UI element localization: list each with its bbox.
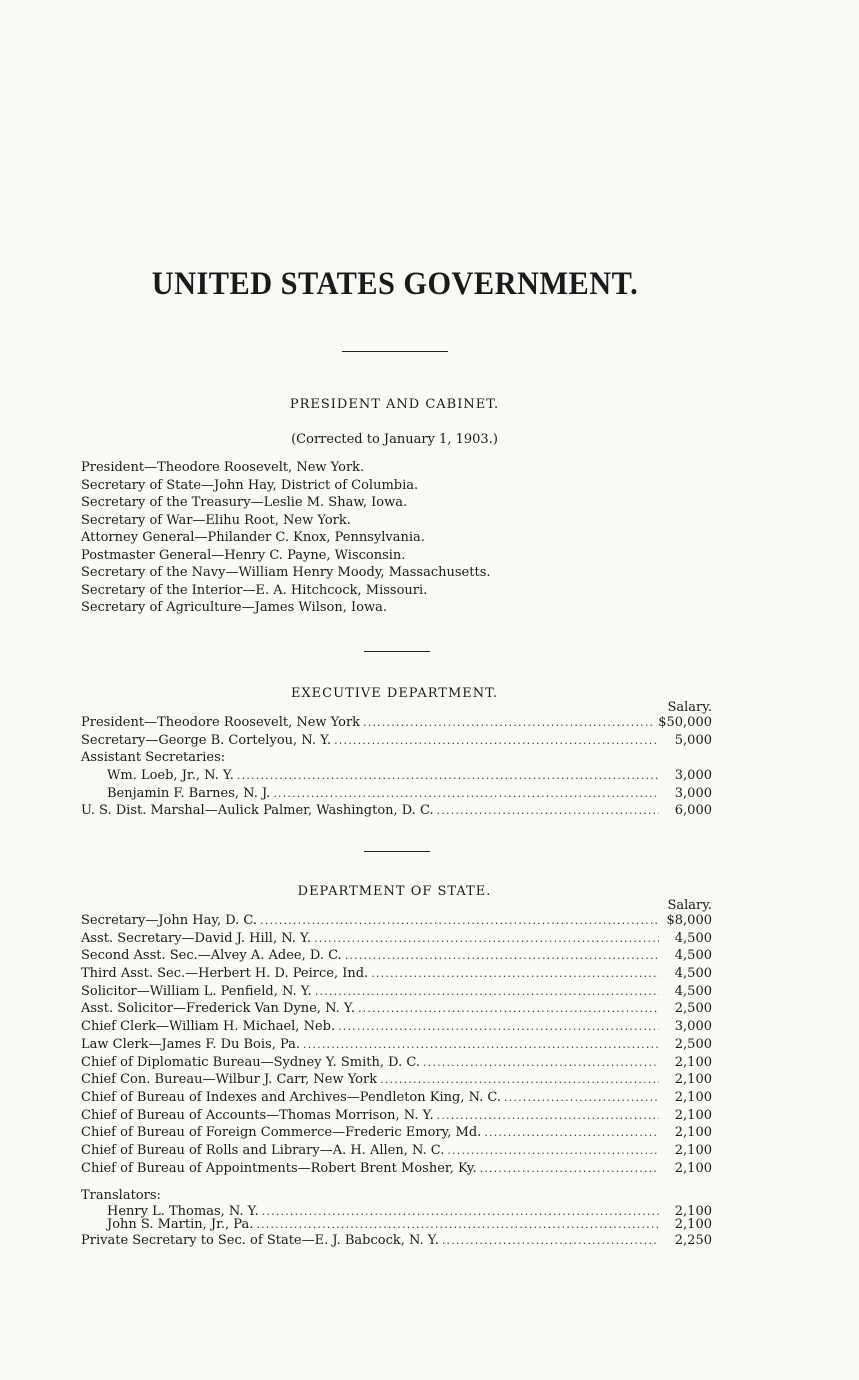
table-row <box>81 1036 712 1054</box>
row-amount: 4,500 <box>674 948 712 964</box>
list-item: Attorney General—Philander C. Knox, Pennsylvania. <box>81 530 425 545</box>
table-row <box>81 1124 712 1142</box>
list-item: Secretary of the Treasury—Leslie M. Shaw, Iowa. <box>81 495 408 510</box>
row-amount: 2,100 <box>674 1160 712 1176</box>
row-amount: 2,250 <box>674 1233 712 1248</box>
table-row <box>81 965 712 983</box>
list-item: Postmaster General—Henry C. Payne, Wisconsin. <box>81 547 406 563</box>
table-row <box>81 732 712 750</box>
row-name: President—Theodore Roosevelt, New York <box>81 715 361 730</box>
leader-dots <box>262 1205 659 1218</box>
list-item: Secretary of State—John Hay, District of Columbia. <box>81 477 419 493</box>
section-rule <box>364 851 430 852</box>
table-row <box>81 802 712 820</box>
table-row <box>81 1232 712 1250</box>
table-row <box>81 1160 712 1178</box>
row-name: Asst. Secretary—David J. Hill, N. Y. <box>81 930 312 946</box>
row-amount: 4,500 <box>674 966 712 982</box>
leader-dots <box>437 802 659 820</box>
row-amount: 2,500 <box>674 1036 712 1052</box>
row-amount: 4,500 <box>674 983 712 999</box>
row-name: Chief of Diplomatic Bureau—Sydney Y. Smith, D. C. <box>81 1054 420 1070</box>
leader-dots <box>437 1107 659 1125</box>
leader-dots <box>338 1018 659 1036</box>
leader-dots <box>504 1089 659 1107</box>
state-heading: DEPARTMENT OF STATE. <box>297 884 492 899</box>
leader-dots <box>345 947 659 965</box>
table-row <box>81 1071 712 1089</box>
row-name: Chief of Bureau of Accounts—Thomas Morrison, N. Y. <box>81 1107 434 1123</box>
row-amount: 6,000 <box>674 803 712 819</box>
executive-salary-label: Salary. <box>667 700 712 715</box>
row-amount: 2,100 <box>674 1125 712 1141</box>
table-row <box>81 1000 712 1018</box>
row-name: Secretary—John Hay, D. C. <box>81 913 258 928</box>
leader-dots <box>380 1071 659 1089</box>
state-table <box>81 912 712 1250</box>
row-amount: 3,000 <box>674 1019 712 1035</box>
leader-dots <box>256 1218 659 1232</box>
translators-label: Translators: <box>81 1188 161 1204</box>
state-salary-label: Salary. <box>667 898 712 913</box>
executive-table <box>81 714 712 820</box>
row-amount: 3,000 <box>674 785 712 801</box>
table-row <box>81 767 712 785</box>
leader-dots <box>442 1232 659 1250</box>
leader-dots <box>314 930 659 948</box>
leader-dots <box>334 732 659 750</box>
table-row <box>81 1018 712 1036</box>
row-amount: 2,100 <box>674 1107 712 1123</box>
leader-dots <box>480 1160 659 1178</box>
list-item: Secretary of the Navy—William Henry Moody, Massachusetts. <box>81 565 491 580</box>
cabinet-date-note: (Corrected to January 1, 1903.) <box>291 432 498 447</box>
row-name: Solicitor—William L. Penfield, N. Y. <box>81 983 312 999</box>
assistant-secretaries-label: Assistant Secretaries: <box>81 750 226 766</box>
table-row <box>81 947 712 965</box>
row-amount: $8,000 <box>666 913 712 928</box>
row-amount: 3,000 <box>674 768 712 784</box>
row-name: John S. Martin, Jr., Pa. <box>107 1217 254 1232</box>
leader-dots <box>273 785 659 803</box>
table-row <box>81 1089 712 1107</box>
executive-heading: EXECUTIVE DEPARTMENT. <box>290 686 499 701</box>
row-name: Chief of Bureau of Foreign Commerce—Frederic Emory, Md. <box>81 1125 482 1141</box>
row-amount: 2,100 <box>674 1072 712 1088</box>
row-name: Secretary—George B. Cortelyou, N. Y. <box>81 732 332 748</box>
list-item: Secretary of the Interior—E. A. Hitchcock, Missouri. <box>81 582 428 598</box>
row-amount: 2,100 <box>674 1204 712 1219</box>
row-name: U. S. Dist. Marshal—Aulick Palmer, Washington, D. C. <box>81 803 434 819</box>
leader-dots <box>237 767 659 785</box>
table-row <box>81 930 712 948</box>
row-name: Henry L. Thomas, N. Y. <box>107 1204 259 1219</box>
table-row <box>81 1054 712 1072</box>
row-amount: 2,500 <box>674 1001 712 1017</box>
row-name: Private Secretary to Sec. of State—E. J. Babcock, N. Y. <box>81 1233 439 1248</box>
leader-dots <box>484 1124 659 1142</box>
leader-dots <box>303 1036 659 1054</box>
row-amount: $50,000 <box>658 715 712 730</box>
row-amount: 4,500 <box>674 930 712 946</box>
table-row <box>81 714 712 732</box>
row-name: Chief Clerk—William H. Michael, Neb. <box>81 1019 336 1035</box>
row-name: Law Clerk—James F. Du Bois, Pa. <box>81 1036 301 1052</box>
leader-dots <box>260 912 659 930</box>
leader-dots <box>315 983 659 1001</box>
table-row <box>81 1142 712 1160</box>
row-amount: 2,100 <box>674 1089 712 1105</box>
leader-dots <box>423 1054 659 1072</box>
page-title: UNITED STATES GOVERNMENT. <box>151 266 639 302</box>
row-amount: 2,100 <box>674 1217 712 1232</box>
row-amount: 2,100 <box>674 1054 712 1070</box>
row-name: Asst. Solicitor—Frederick Van Dyne, N. Y. <box>81 1001 355 1017</box>
title-rule <box>342 351 448 352</box>
list-item: Secretary of War—Elihu Root, New York. <box>81 512 351 528</box>
table-row <box>81 1107 712 1125</box>
row-amount: 2,100 <box>674 1142 712 1158</box>
row-name: Chief of Bureau of Appointments—Robert Brent Mosher, Ky. <box>81 1160 477 1176</box>
cabinet-heading: PRESIDENT AND CABINET. <box>289 397 500 412</box>
row-name: Chief of Bureau of Rolls and Library—A. H. Allen, N. C. <box>81 1142 445 1158</box>
row-name: Chief of Bureau of Indexes and Archives—Pendleton King, N. C. <box>81 1089 502 1105</box>
row-amount: 5,000 <box>674 732 712 748</box>
leader-dots <box>371 965 659 983</box>
section-rule <box>364 651 430 652</box>
leader-dots <box>363 714 655 732</box>
cabinet-list <box>81 459 641 617</box>
table-row <box>81 785 712 803</box>
leader-dots <box>447 1142 659 1160</box>
row-name: Wm. Loeb, Jr., N. Y. <box>107 768 234 784</box>
table-row <box>81 1218 712 1232</box>
row-name: Chief Con. Bureau—Wilbur J. Carr, New York <box>81 1072 378 1088</box>
list-item: President—Theodore Roosevelt, New York. <box>81 460 365 475</box>
row-name: Second Asst. Sec.—Alvey A. Adee, D. C. <box>81 948 342 964</box>
list-item: Secretary of Agriculture—James Wilson, Iowa. <box>81 600 387 615</box>
row-name: Third Asst. Sec.—Herbert H. D. Peirce, Ind. <box>81 966 369 982</box>
leader-dots <box>358 1000 659 1018</box>
row-name: Benjamin F. Barnes, N. J. <box>107 785 271 801</box>
table-row <box>81 912 712 930</box>
table-row <box>81 983 712 1001</box>
